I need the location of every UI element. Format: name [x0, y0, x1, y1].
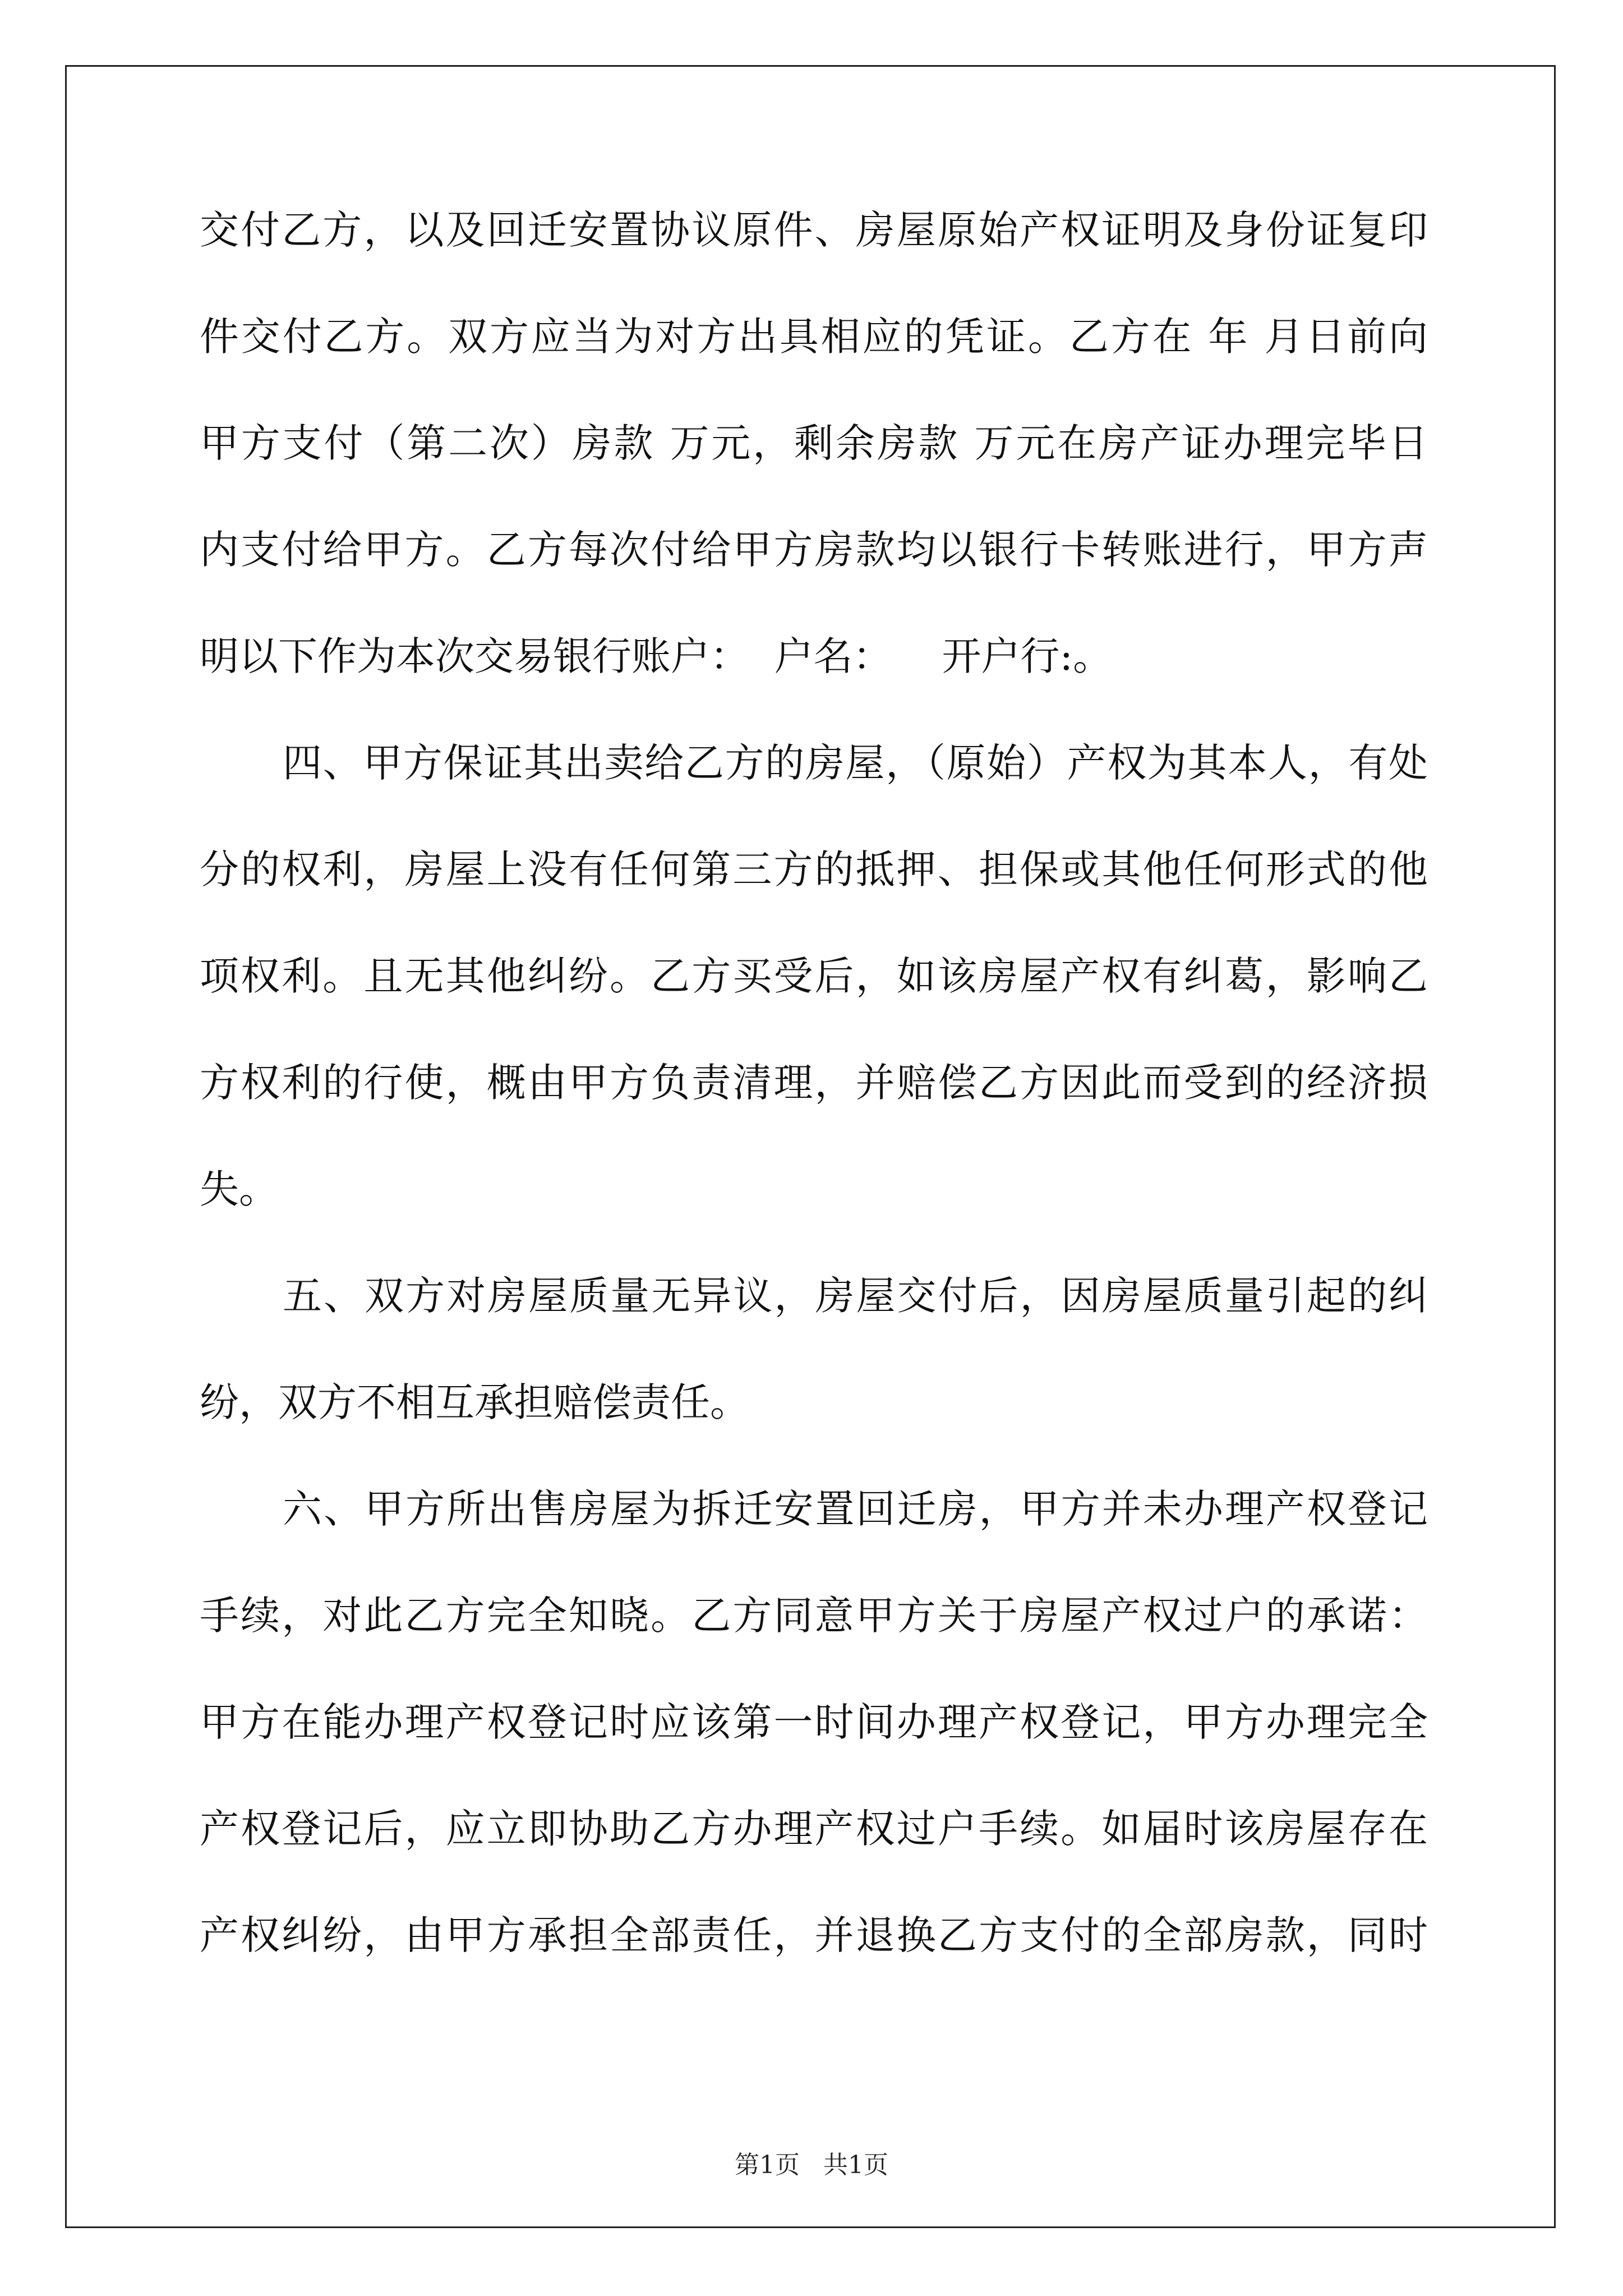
text-line: 件交付乙方。双方应当为对方出具相应的凭证。乙方在 年 月日前向 — [200, 314, 1428, 360]
text-line: 项权利。且无其他纠纷。乙方买受后，如该房屋产权有纠葛，影响乙 — [200, 953, 1428, 999]
page-footer: 第1页 共1页 — [735, 2151, 888, 2179]
paragraph-six-start: 六、甲方所出售房屋为拆迁安置回迁房，甲方并未办理产权登记 — [283, 1486, 1428, 1532]
text-line: 内支付给甲方。乙方每次付给甲方房款均以银行卡转账进行，甲方声 — [200, 527, 1428, 573]
text-line: 分的权利，房屋上没有任何第三方的抵押、担保或其他任何形式的他 — [200, 846, 1428, 892]
text-line: 纷，双方不相互承担赔偿责任。 — [200, 1379, 749, 1425]
text-line: 甲方支付（第二次）房款 万元，剩余房款 万元在房产证办理完毕日 — [200, 420, 1428, 466]
text-line: 方权利的行使，概由甲方负责清理，并赔偿乙方因此而受到的经济损 — [200, 1060, 1428, 1106]
text-line: 产权登记后，应立即协助乙方办理产权过户手续。如届时该房屋存在 — [200, 1806, 1428, 1852]
text-line: 交付乙方，以及回迁安置协议原件、房屋原始产权证明及身份证复印 — [200, 207, 1428, 253]
text-line: 失。 — [200, 1166, 278, 1212]
paragraph-four-start: 四、甲方保证其出卖给乙方的房屋，（原始）产权为其本人，有处 — [283, 740, 1428, 786]
text-line: 甲方在能办理产权登记时应该第一时间办理产权登记，甲方办理完全 — [200, 1699, 1428, 1745]
text-line: 产权纠纷，由甲方承担全部责任，并退换乙方支付的全部房款，同时 — [200, 1912, 1428, 1958]
text-line: 明以下作为本次交易银行账户： 户名： 开户行:。 — [200, 633, 1113, 679]
text-line: 手续，对此乙方完全知晓。乙方同意甲方关于房屋产权过户的承诺： — [200, 1593, 1428, 1639]
paragraph-five-start: 五、双方对房屋质量无异议，房屋交付后，因房屋质量引起的纠 — [283, 1273, 1428, 1319]
